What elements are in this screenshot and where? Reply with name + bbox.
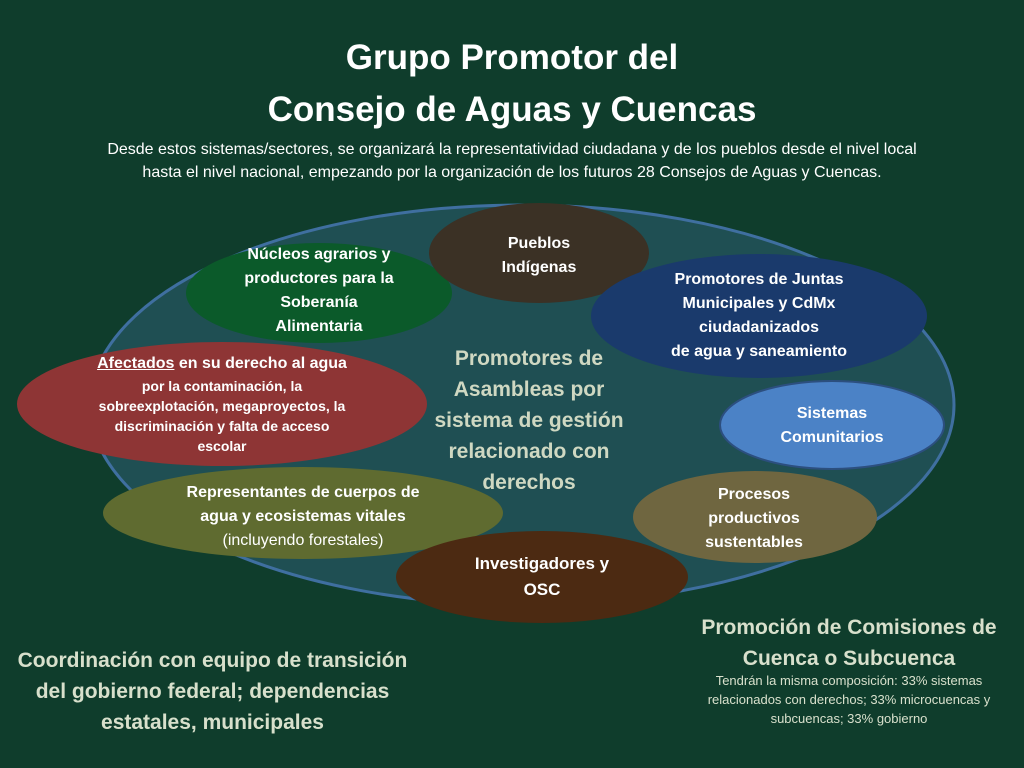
center-text: [424, 343, 634, 498]
center-line-2: Asambleas por: [453, 378, 605, 401]
center-line-5: derechos: [482, 471, 576, 494]
sistemas-line-1: Sistemas: [796, 405, 868, 422]
juntas-line-1: Promotores de Juntas: [674, 271, 844, 288]
coordination-text: [0, 645, 425, 738]
procesos-line-3: sustentables: [705, 534, 803, 551]
coord-line-2: del gobierno federal; dependencias: [35, 680, 390, 703]
juntas-line-2: Municipales y CdMx: [682, 295, 836, 312]
afectados-line-4: escolar: [197, 438, 247, 454]
center-line-1: Promotores de: [454, 347, 604, 370]
nucleos-line-4: Alimentaria: [275, 318, 363, 335]
pueblos-line-1: Pueblos: [507, 235, 571, 252]
pueblos-label: [459, 232, 619, 280]
subtitle-line-2: hasta el nivel nacional, empezando por la organización de los futuros 28 Consejos de Aguas y Cuencas.: [142, 164, 882, 181]
nucleos-line-2: productores para la: [244, 270, 394, 287]
procesos-label: [674, 483, 834, 555]
juntas-line-3: ciudadanizados: [698, 319, 820, 336]
procesos-line-2: productivos: [708, 510, 800, 527]
afectados-heading: [57, 352, 387, 376]
promotion-title: [682, 612, 1016, 674]
afectados-line-2: sobreexplotación, megaproyectos, la: [98, 398, 346, 414]
promo-title-line-2: Cuenca o Subcuenca: [742, 647, 956, 670]
representantes-note: (incluyendo forestales): [222, 532, 384, 549]
representantes-line-2: agua y ecosistemas vitales: [200, 508, 406, 525]
afectados-line-1: por la contaminación, la: [141, 378, 303, 394]
sistemas-label: [742, 402, 922, 450]
representantes-line-1: Representantes de cuerpos de: [186, 484, 420, 501]
procesos-line-1: Procesos: [717, 486, 791, 503]
center-line-4: relacionado con: [448, 440, 610, 463]
subtitle-line-1: Desde estos sistemas/sectores, se organizará la representatividad ciudadana y de los pueblos desde el nivel local: [107, 141, 917, 158]
afectados-underlined: Afectados: [97, 355, 175, 372]
nucleos-label: [209, 243, 429, 339]
promo-body-line-2: relacionados con derechos; 33% microcuencas y: [707, 692, 991, 707]
promo-body-line-3: subcuencas; 33% gobierno: [770, 711, 928, 726]
promo-body-line-1: Tendrán la misma composición: 33% sistemas: [715, 673, 983, 688]
investigadores-line-2: OSC: [523, 580, 561, 599]
title-line-2: Consejo de Aguas y Cuencas: [267, 90, 757, 129]
juntas-line-4: de agua y saneamiento: [670, 343, 848, 360]
afectados-label: [57, 352, 387, 456]
promo-title-line-1: Promoción de Comisiones de: [701, 616, 997, 639]
juntas-label: [629, 268, 889, 364]
promotion-body: [688, 671, 1010, 728]
representantes-label: [153, 481, 453, 553]
pueblos-line-2: Indígenas: [501, 259, 577, 276]
afectados-line-3: discriminación y falta de acceso: [114, 418, 330, 434]
coord-line-1: Coordinación con equipo de transición: [17, 649, 408, 672]
investigadores-line-1: Investigadores y: [474, 554, 610, 573]
sistemas-line-2: Comunitarios: [780, 429, 884, 446]
title-line-1: Grupo Promotor del: [345, 38, 679, 77]
center-line-3: sistema de gestión: [434, 409, 624, 432]
nucleos-line-3: Soberanía: [280, 294, 358, 311]
afectados-heading-rest: en su derecho al agua: [174, 355, 347, 372]
investigadores-label: [442, 551, 642, 603]
coord-line-3: estatales, municipales: [101, 711, 324, 734]
nucleos-line-1: Núcleos agrarios y: [247, 246, 391, 263]
